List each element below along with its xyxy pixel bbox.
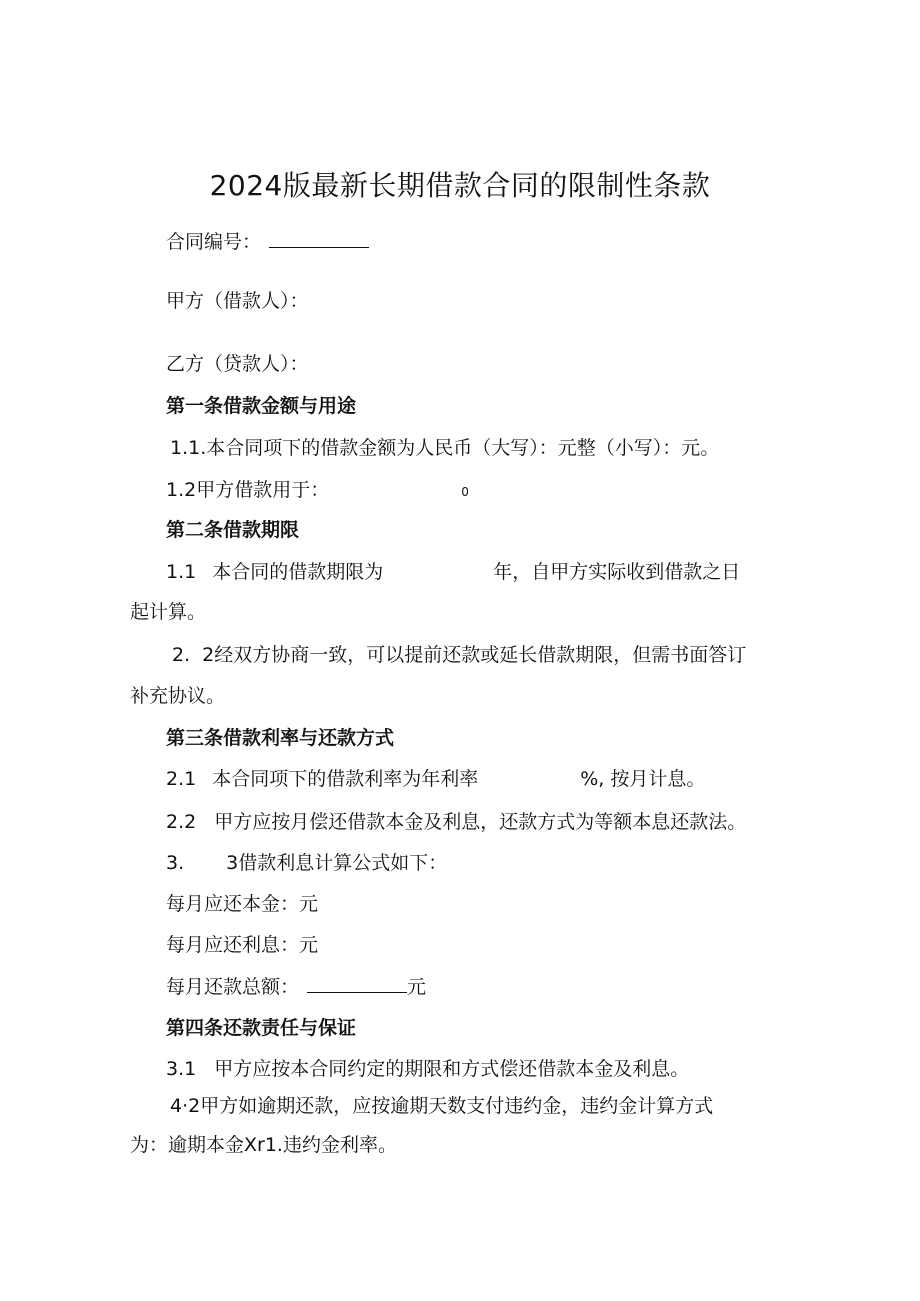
monthly-total-unit: 元 (407, 976, 427, 998)
clause-2-1-number: 1.1 (166, 561, 197, 583)
clause-3-3 (166, 851, 447, 875)
clause-4-1-number: 3.1 (166, 1058, 197, 1080)
clause-3-1 (166, 767, 705, 791)
clause-2-2-text: 2经双方协商一致，可以提前还款或延长借款期限，但需书面答订 (202, 644, 747, 666)
clause-3-2 (166, 810, 746, 834)
clause-3-2-text: 甲方应按月偿还借款本金及利息，还款方式为等额本息还款法。 (214, 811, 747, 833)
section-2-heading: 第二条借款期限 (166, 519, 300, 541)
clause-1-2-tail: 0 (461, 485, 469, 499)
clause-1-2 (166, 478, 469, 504)
clause-2-1-text-a: 本合同的借款期限为 (212, 561, 384, 583)
monthly-principal-row: 每月应还本金：元 (166, 893, 319, 915)
monthly-total-blank (307, 975, 407, 993)
contract-number-row (166, 230, 369, 254)
clause-4-2-continued: 为：逾期本金Xr1.违约金利率。 (130, 1134, 397, 1156)
clause-1-2-text: 1.2甲方借款用于： (166, 479, 330, 501)
clause-2-1-continued: 起计算。 (130, 601, 207, 623)
clause-2-1-text-b: 年，自甲方实际收到借款之日 (493, 561, 741, 583)
clause-3-1-text-b: %, 按月计息。 (580, 768, 706, 790)
section-3-heading: 第三条借款利率与还款方式 (166, 727, 395, 749)
clause-3-1-number: 2.1 (166, 768, 197, 790)
party-b-label: 乙方（贷款人）： (166, 353, 309, 375)
clause-3-2-number: 2.2 (166, 811, 197, 833)
contract-number-label: 合同编号： (166, 231, 262, 253)
monthly-total-label: 每月还款总额： (166, 976, 300, 998)
clause-2-2-continued: 补充协议。 (130, 685, 226, 707)
party-a-label: 甲方（借款人）： (166, 290, 309, 312)
contract-number-blank (269, 230, 369, 248)
clause-4-2: 4·2甲方如逾期还款，应按逾期天数支付违约金，违约金计算方式 (170, 1095, 714, 1117)
section-1-heading: 第一条借款金额与用途 (166, 395, 357, 417)
monthly-interest-row: 每月应还利息：元 (166, 934, 319, 956)
clause-2-2-number: 2. (172, 644, 191, 666)
document-title: 2024版最新长期借款合同的限制性条款 (209, 169, 711, 202)
clause-2-2 (172, 643, 746, 667)
clause-4-1 (166, 1057, 689, 1081)
section-4-heading: 第四条还款责任与保证 (166, 1017, 357, 1039)
clause-1-1: 1.1.本合同项下的借款金额为人民币（大写）：元整（小写）：元。 (170, 437, 720, 459)
monthly-total-row (166, 975, 426, 999)
clause-4-1-text: 甲方应按本合同约定的期限和方式偿还借款本金及利息。 (214, 1058, 690, 1080)
clause-3-1-text-a: 本合同项下的借款利率为年利率 (212, 768, 479, 790)
clause-2-1 (166, 560, 740, 584)
clause-3-3-text: 3借款利息计算公式如下： (226, 852, 448, 874)
clause-3-3-number: 3. (166, 852, 185, 874)
